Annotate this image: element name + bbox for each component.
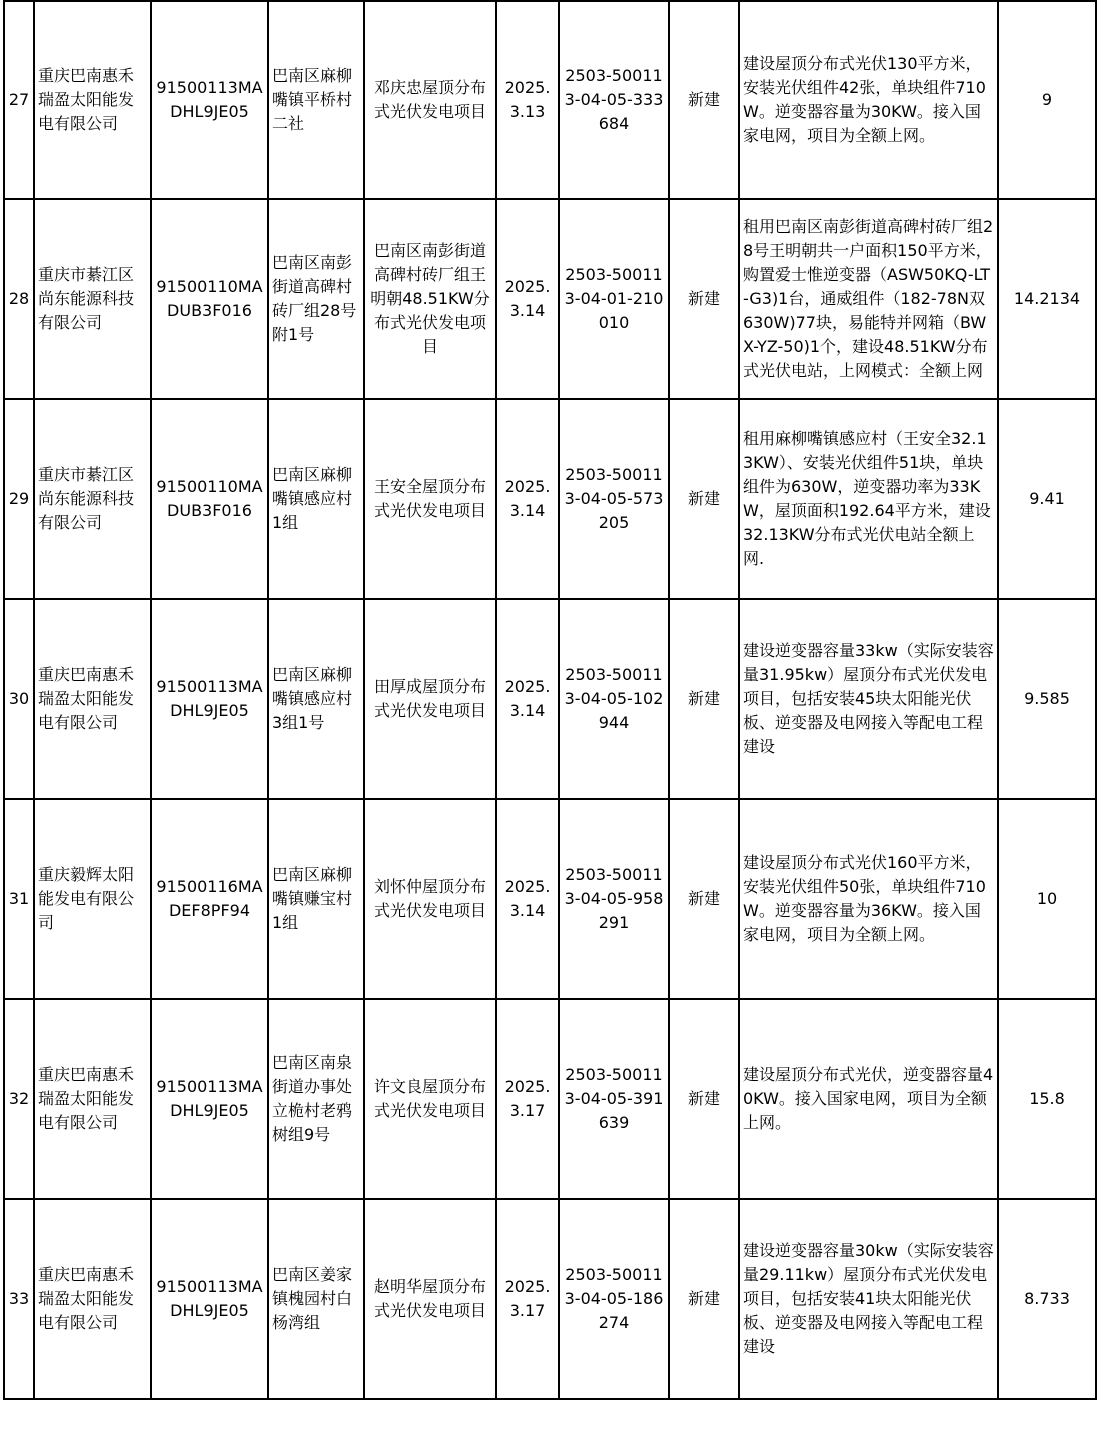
investment-amount: 9.585 (998, 599, 1096, 799)
construction-type: 新建 (669, 999, 739, 1199)
filing-number: 2503-500113-04-05-573205 (559, 399, 669, 599)
filing-date: 2025.3.14 (496, 399, 559, 599)
row-number: 31 (4, 799, 34, 999)
filing-number: 2503-500113-04-05-102944 (559, 599, 669, 799)
table-row (4, 399, 1096, 599)
investment-amount: 15.8 (998, 999, 1096, 1199)
project-name: 邓庆忠屋顶分布式光伏发电项目 (364, 1, 496, 199)
investment-amount: 8.733 (998, 1199, 1096, 1399)
project-location: 巴南区麻柳嘴镇感应村1组 (268, 399, 364, 599)
project-location: 巴南区南彭街道高碑村砖厂组28号附1号 (268, 199, 364, 399)
filing-date: 2025.3.17 (496, 1199, 559, 1399)
company-name: 重庆毅辉太阳能发电有限公司 (34, 799, 151, 999)
filing-number: 2503-500113-04-05-958291 (559, 799, 669, 999)
project-location: 巴南区麻柳嘴镇赚宝村1组 (268, 799, 364, 999)
construction-type: 新建 (669, 399, 739, 599)
company-name: 重庆市綦江区尚东能源科技有限公司 (34, 399, 151, 599)
filing-number: 2503-500113-04-05-391639 (559, 999, 669, 1199)
credit-code: 91500113MADHL9JE05 (151, 1199, 268, 1399)
investment-amount: 10 (998, 799, 1096, 999)
filing-date: 2025.3.13 (496, 1, 559, 199)
company-name: 重庆巴南惠禾瑞盈太阳能发电有限公司 (34, 999, 151, 1199)
construction-type: 新建 (669, 199, 739, 399)
row-number: 28 (4, 199, 34, 399)
investment-amount: 9.41 (998, 399, 1096, 599)
table-row (4, 1199, 1096, 1399)
construction-content: 建设逆变器容量33kw（实际安装容量31.95kw）屋顶分布式光伏发电项目，包括安装45块太阳能光伏板、逆变器及电网接入等配电工程建设 (739, 599, 998, 799)
construction-content: 建设逆变器容量30kw（实际安装容量29.11kw）屋顶分布式光伏发电项目，包括安装41块太阳能光伏板、逆变器及电网接入等配电工程建设 (739, 1199, 998, 1399)
table-row (4, 199, 1096, 399)
company-name: 重庆巴南惠禾瑞盈太阳能发电有限公司 (34, 599, 151, 799)
table-row (4, 599, 1096, 799)
construction-content: 建设屋顶分布式光伏160平方米，安装光伏组件50张，单块组件710W。逆变器容量为36KW。接入国家电网，项目为全额上网。 (739, 799, 998, 999)
filing-date: 2025.3.17 (496, 999, 559, 1199)
construction-content: 租用麻柳嘴镇感应村（王安全32.13KW）、安装光伏组件51块，单块组件为630W，逆变器功率为33KW，屋顶面积192.64平方米，建设32.13KW分布式光伏电站全额上网. (739, 399, 998, 599)
credit-code: 91500110MADUB3F016 (151, 399, 268, 599)
row-number: 27 (4, 1, 34, 199)
row-number: 33 (4, 1199, 34, 1399)
table-row (4, 1, 1096, 199)
construction-type: 新建 (669, 1, 739, 199)
credit-code: 91500110MADUB3F016 (151, 199, 268, 399)
table-row (4, 999, 1096, 1199)
project-location: 巴南区南泉街道办事处立桅村老鸦 树组9号 (268, 999, 364, 1199)
table-row (4, 799, 1096, 999)
investment-amount: 9 (998, 1, 1096, 199)
construction-type: 新建 (669, 599, 739, 799)
construction-content: 建设屋顶分布式光伏，逆变器容量40KW。接入国家电网，项目为全额上网。 (739, 999, 998, 1199)
project-name: 许文良屋顶分布式光伏发电项目 (364, 999, 496, 1199)
row-number: 30 (4, 599, 34, 799)
filing-date: 2025.3.14 (496, 599, 559, 799)
row-number: 32 (4, 999, 34, 1199)
investment-amount: 14.2134 (998, 199, 1096, 399)
company-name: 重庆巴南惠禾瑞盈太阳能发电有限公司 (34, 1, 151, 199)
filing-number: 2503-500113-04-01-210010 (559, 199, 669, 399)
construction-type: 新建 (669, 799, 739, 999)
project-name: 田厚成屋顶分布式光伏发电项目 (364, 599, 496, 799)
project-name: 巴南区南彭街道高碑村砖厂组王明朝48.51KW分布式光伏发电项目 (364, 199, 496, 399)
construction-content: 建设屋顶分布式光伏130平方米，安装光伏组件42张，单块组件710W。逆变器容量为30KW。接入国家电网，项目为全额上网。 (739, 1, 998, 199)
filing-number: 2503-500113-04-05-333684 (559, 1, 669, 199)
project-name: 王安全屋顶分布式光伏发电项目 (364, 399, 496, 599)
project-name: 刘怀仲屋顶分布式光伏发电项目 (364, 799, 496, 999)
filing-number: 2503-500113-04-05-186274 (559, 1199, 669, 1399)
filing-date: 2025.3.14 (496, 799, 559, 999)
row-number: 29 (4, 399, 34, 599)
project-location: 巴南区麻柳嘴镇感应村3组1号 (268, 599, 364, 799)
filing-date: 2025.3.14 (496, 199, 559, 399)
project-location: 巴南区姜家镇槐园村白杨湾组 (268, 1199, 364, 1399)
credit-code: 91500113MADHL9JE05 (151, 999, 268, 1199)
company-name: 重庆巴南惠禾瑞盈太阳能发电有限公司 (34, 1199, 151, 1399)
project-table (3, 0, 1097, 1400)
construction-type: 新建 (669, 1199, 739, 1399)
project-name: 赵明华屋顶分布式光伏发电项目 (364, 1199, 496, 1399)
credit-code: 91500113MADHL9JE05 (151, 1, 268, 199)
construction-content: 租用巴南区南彭街道高碑村砖厂组28号王明朝共一户面积150平方米，购置爱士惟逆变器（ASW50KQ-LT-G3)1台，通威组件（182-78N双630W)77块，易能特并网箱（BWX-YZ-50)1个，建设48.51KW分布式光伏电站，上网模式：全额上网 (739, 199, 998, 399)
credit-code: 91500116MADEF8PF94 (151, 799, 268, 999)
company-name: 重庆市綦江区尚东能源科技有限公司 (34, 199, 151, 399)
credit-code: 91500113MADHL9JE05 (151, 599, 268, 799)
project-location: 巴南区麻柳嘴镇平桥村二社 (268, 1, 364, 199)
